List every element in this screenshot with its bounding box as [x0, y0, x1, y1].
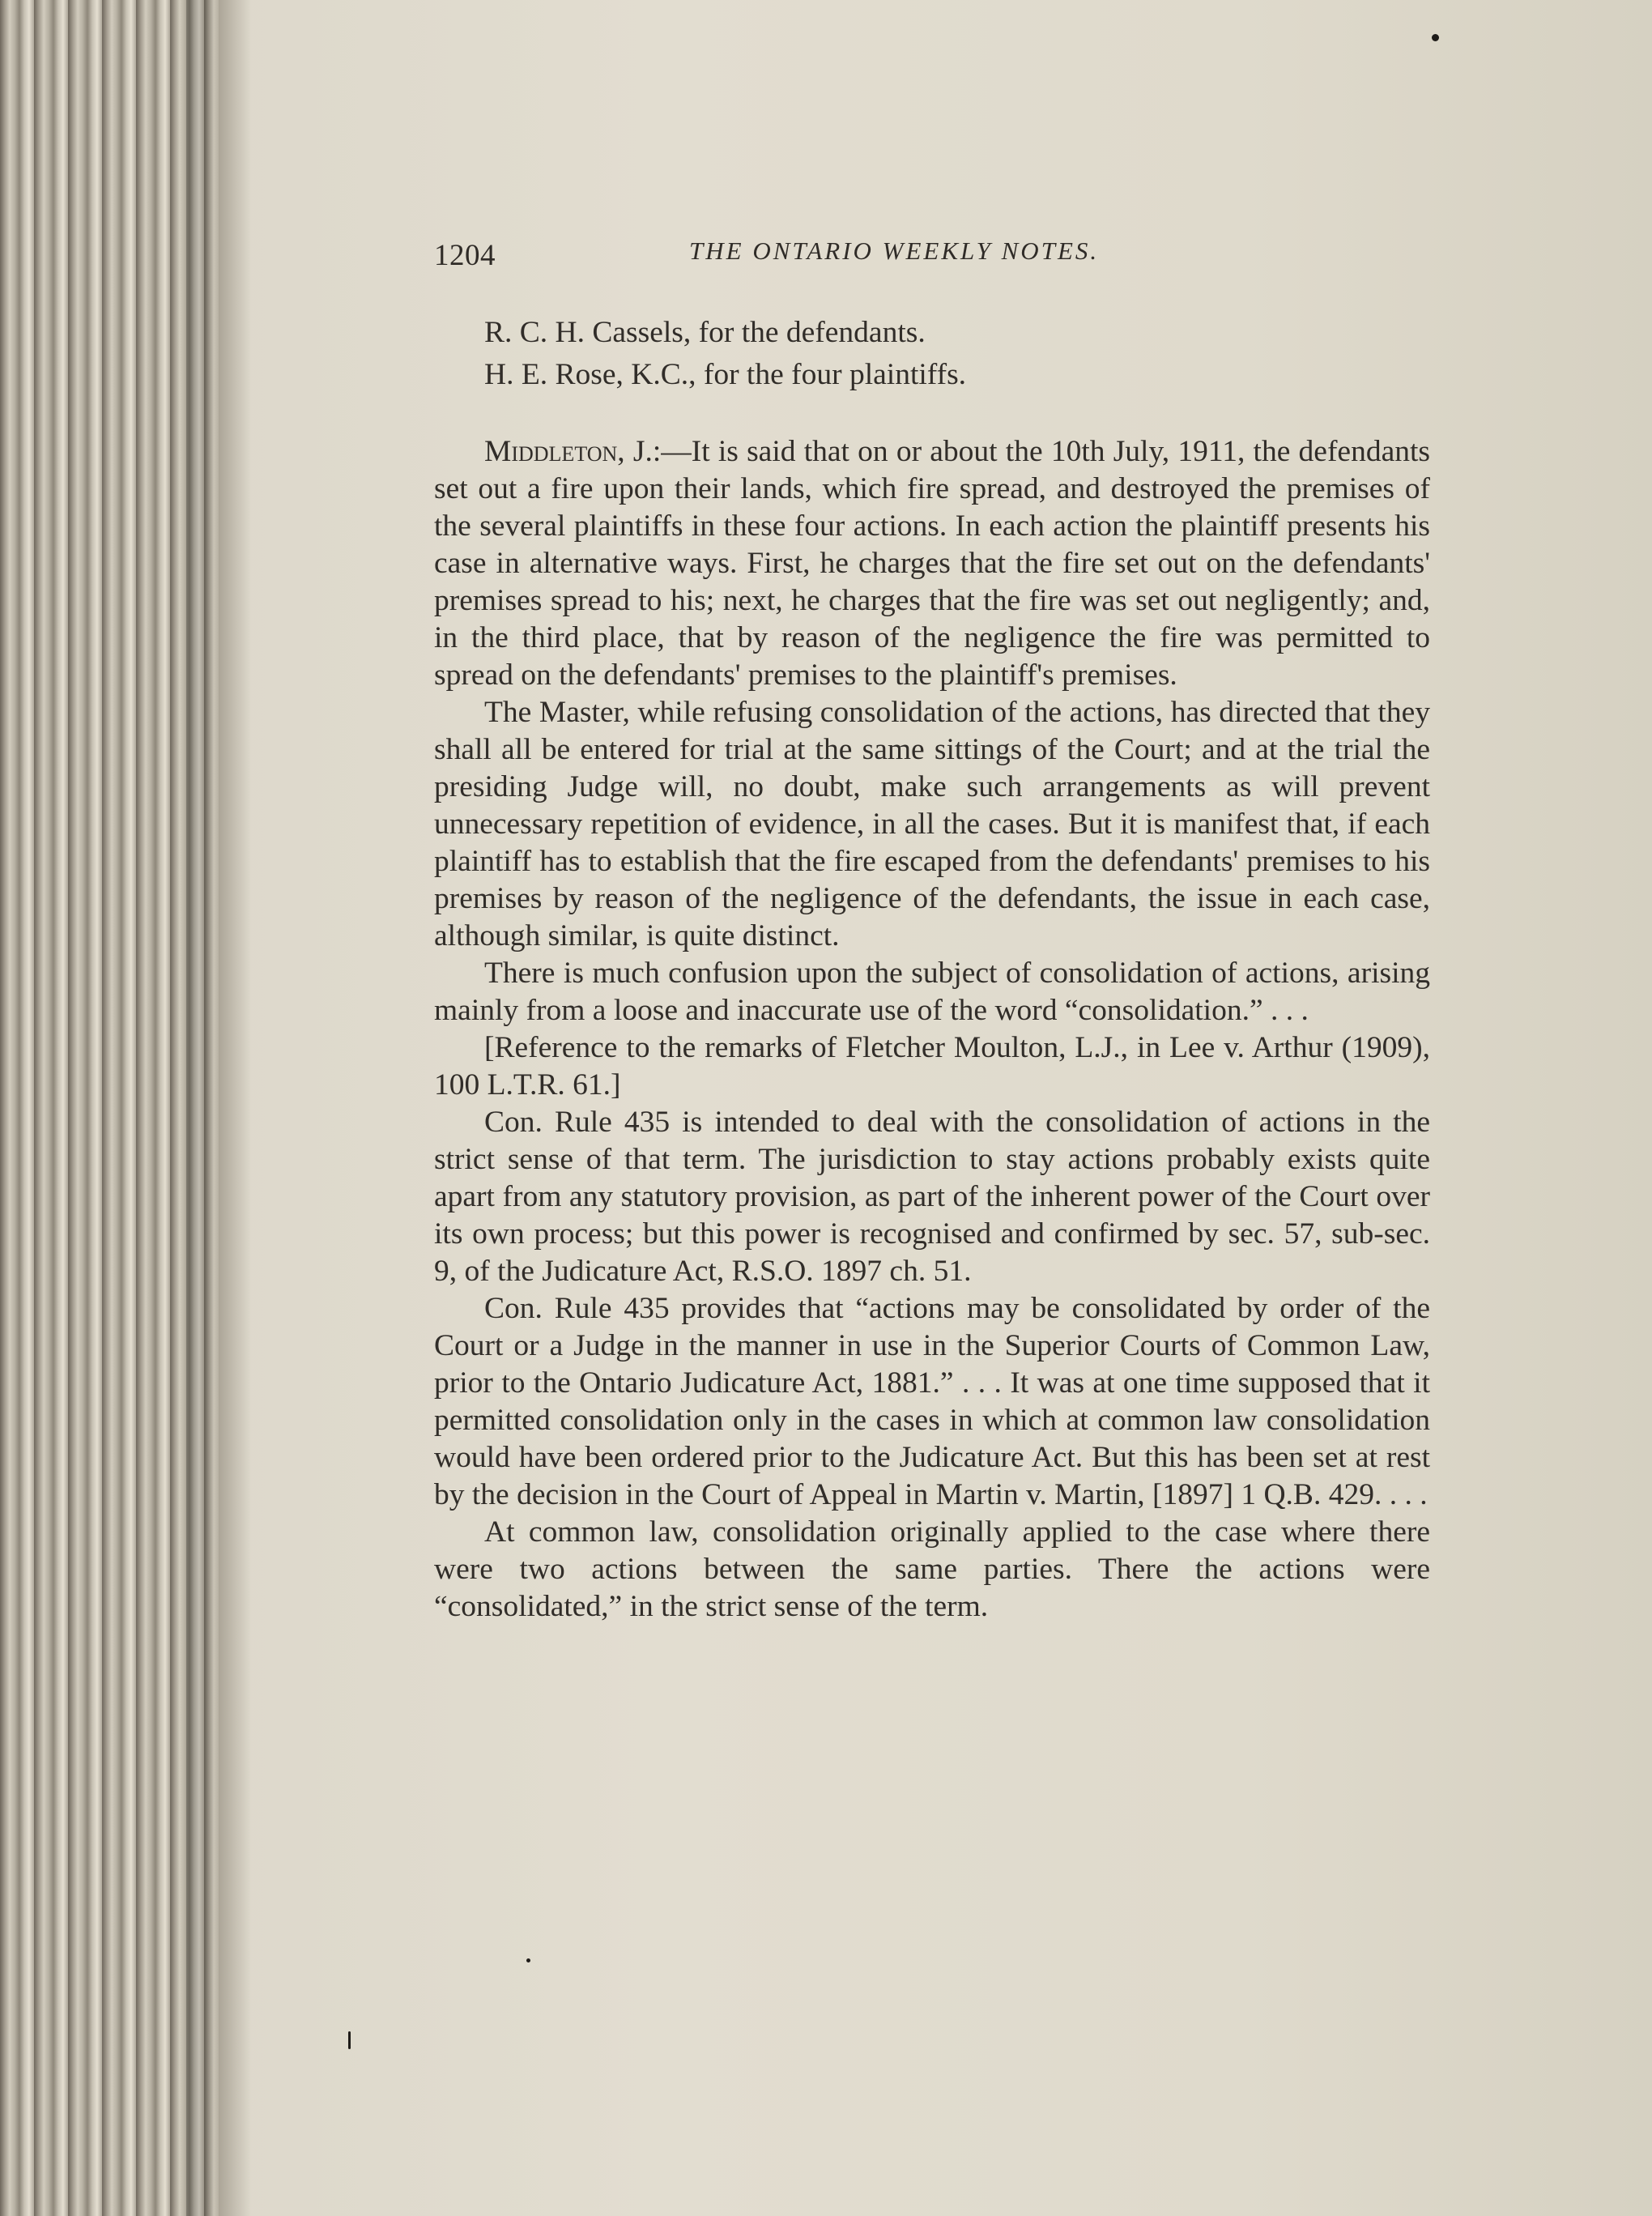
body-text [434, 312, 1430, 1626]
paragraph: [Reference to the remarks of Fletcher Moulton, L.J., in Lee v. Arthur (1909), 100 L.T.R. 61.] [434, 1031, 1430, 1102]
paragraph: At common law, consolidation originally applied to the case where there were two actions between the same parties. There the actions were “consolidated,” in the strict sense of the term. [434, 1515, 1430, 1623]
page-number: 1204 [434, 239, 496, 272]
page-edges [0, 0, 219, 2216]
ink-speck [526, 1958, 530, 1962]
paragraph: The Master, while refusing consolidation of the actions, has directed that they shall all be entered for trial at the same sittings of the Court; and at the trial the presiding Judge will, no doubt, make such arrangements as will prevent unnecessary repetition of evidence, in all the cases. But it is manifest that, if each plaintiff has to establish that the fire escaped from the defendants' premises to his premises by reason of the negligence of the defendants, the issue in each case, although similar, is quite distinct. [434, 696, 1430, 952]
ink-speck [1432, 34, 1439, 41]
gutter-shadow [219, 0, 251, 2216]
paragraph: Con. Rule 435 is intended to deal with the consolidation of actions in the strict sense of that term. The jurisdiction to stay actions probably exists quite apart from any statutory provision, as part of the inherent power of the Court over its own process; but this power is recognised and confirmed by sec. 57, sub-sec. 9, of the Judicature Act, R.S.O. 1897 ch. 51. [434, 1106, 1430, 1288]
paragraph [434, 433, 1430, 694]
ink-speck [348, 2031, 351, 2049]
counsel-line: R. C. H. Cassels, for the defendants. [484, 316, 926, 349]
paragraph: There is much confusion upon the subject of consolidation of actions, arising mainly from a loose and inaccurate use of the word “consolidation.” . . . [434, 957, 1430, 1027]
judge-name: Middleton, J. [484, 435, 653, 468]
page-header [434, 232, 1430, 280]
paragraph: Con. Rule 435 provides that “actions may be consolidated by order of the Court or a Judge in the manner in use in the Superior Courts of Common Law, prior to the Ontario Judicature Act, 1881.” . . . It was at one time supposed that it permitted consolidation only in the cases in which at common law consolidation would have been ordered prior to the Judicature Act. But this has been set at rest by the decision in the Court of Appeal in Martin v. Martin, [1897] 1 Q.B. 429. . . . [434, 1292, 1430, 1511]
paragraph-text: :—It is said that on or about the 10th July, 1911, the defendants set out a fire upon their lands, which fire spread, and destroyed the premises of the several plaintiffs in these four actions. In each action the plaintiff presents his case in alternative ways. First, he charges that the fire set out on the defendants' premises spread to his; next, he charges that the fire was set out negligently; and, in the third place, that by reason of the negligence the fire was permitted to spread on the defendants' premises to the plaintiff's premises. [434, 435, 1430, 692]
counsel-line: H. E. Rose, K.C., for the four plaintiffs. [484, 358, 967, 391]
running-title: THE ONTARIO WEEKLY NOTES. [689, 237, 1100, 265]
